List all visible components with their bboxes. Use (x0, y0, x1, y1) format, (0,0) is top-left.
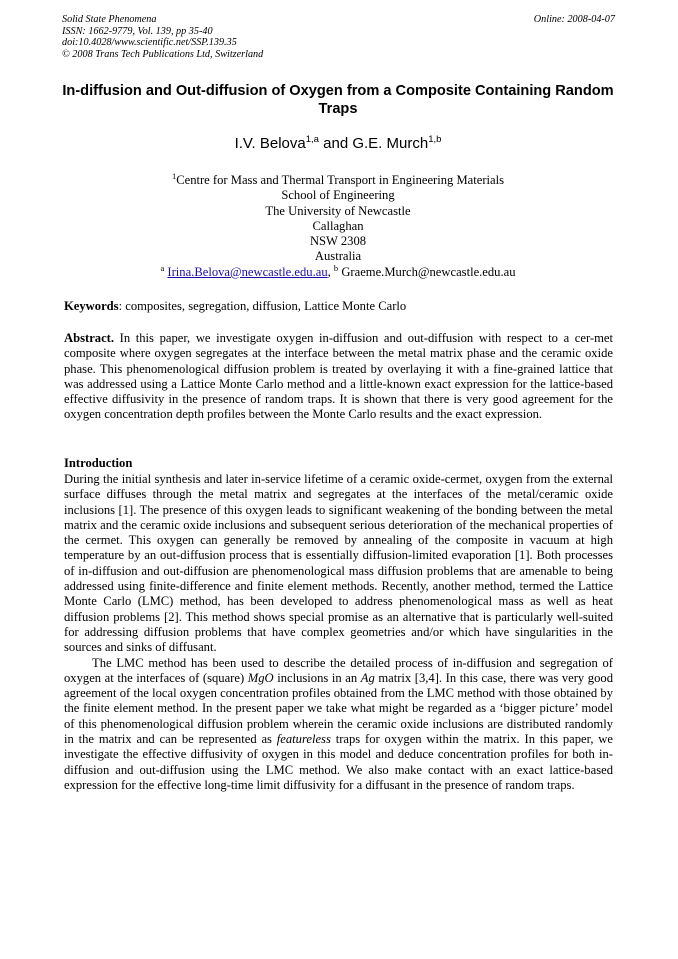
abstract-label: Abstract. (64, 331, 115, 345)
paper-title: In-diffusion and Out-diffusion of Oxygen from a Composite Containing Random Traps (62, 83, 614, 117)
author-line (62, 135, 614, 153)
formula-ag: Ag (360, 670, 375, 685)
abstract (64, 331, 617, 423)
introduction-body (64, 472, 613, 793)
affiliation-postcode: NSW 2308 (309, 234, 367, 249)
email-b-sup: b (333, 262, 339, 273)
keywords-label: Keywords (64, 299, 119, 313)
intro-p2-text: inclusions in an (273, 670, 361, 685)
intro-paragraph-2 (64, 656, 613, 794)
affiliation-sup: 1 (171, 170, 177, 181)
issn-line: ISSN: 1662-9779, Vol. 139, pp 35-40 (62, 25, 213, 37)
email-murch: Graeme.Murch@newcastle.edu.au (341, 264, 516, 279)
affiliation-university: The University of Newcastle (265, 203, 411, 218)
affiliation-line: Centre for Mass and Thermal Transport in Engineering Materials (176, 173, 505, 187)
journal-name: Solid State Phenomena (62, 14, 157, 25)
email-link-belova[interactable]: Irina.Belova@newcastle.edu.au (167, 264, 328, 279)
copyright-line: © 2008 Trans Tech Publications Ltd, Switzerland (62, 48, 264, 60)
intro-p2-text: traps for oxygen within the matrix. In this paper, we investigate the effective diffusivity of oxygen in this model and deduce concentration profiles for both in-diffusion and out-diffusion using the LMC method. We also make contact with an exact lattice-based expression for the effective long-time limit diffusivity for a diffusant in the presence of random traps. (64, 732, 613, 792)
author-murch: G.E. Murch (352, 135, 429, 152)
affiliation-school: School of Engineering (281, 188, 395, 203)
email-separator: , (327, 264, 334, 279)
emphasis-featureless: featureless (276, 732, 331, 747)
online-date: Online: 2008-04-07 (533, 14, 615, 25)
author-conjunction: and (318, 135, 353, 152)
keywords-text: : composites, segregation, diffusion, Lattice Monte Carlo (118, 299, 407, 313)
journal-header (62, 14, 263, 60)
intro-paragraph-1: During the initial synthesis and later in-service lifetime of a ceramic oxide-cermet, oxygen from the external surface diffuses through the metal matrix and segregates at the interfaces of the metal/ceramic oxide inclusions [1]. The presence of this oxygen leads to significant weakening of the bonding between the metal matrix and the ceramic oxide inclusions and subsequent serious deterioration of the mechanical properties of the cermet. This oxygen can generally be removed by annealing of the composite in vacuum at high temperature by an out-diffusion process that is essentially diffusion-limited evaporation [1]. Both processes of in-diffusion and out-diffusion are phenomenological mass diffusion problems that are amenable to being addressed using finite-difference and finite element methods. Recently, another method, termed the Lattice Monte Carlo (LMC) method, has been developed to address phenomenological mass as well as heat diffusion problems [2]. This method shows special promise as an alternative that is particularly well-suited for addressing diffusion problems that have complex geometries and/or which have singularities in the sources and sinks of diffusant. (64, 472, 613, 655)
email-line (62, 262, 614, 280)
author-murch-affil: 1,b (428, 134, 442, 145)
intro-p2-text: matrix [3,4]. In this case, there was very good agreement of the local oxygen concentration profiles obtained from the LMC method with those obtained by the finite element method. In the present paper we take what might be regarded as a ‘bigger picture’ model of this phenomenological diffusion problem wherein the ceramic oxide inclusions are distributed randomly in the matrix and can be represented as (64, 670, 613, 747)
email-a-sup: a (160, 262, 165, 273)
affiliation-city: Callaghan (312, 218, 364, 233)
introduction-heading: Introduction (64, 456, 133, 470)
affiliation-block (62, 170, 614, 280)
doi-line: doi:10.4028/www.scientific.net/SSP.139.35 (62, 37, 237, 49)
keywords (64, 299, 613, 314)
affiliation-country: Australia (314, 249, 362, 264)
formula-mgo: MgO (247, 670, 274, 685)
author-belova: I.V. Belova (234, 135, 306, 152)
author-belova-affil: 1,a (305, 134, 319, 145)
abstract-text: In this paper, we investigate oxygen in-diffusion and out-diffusion with respect to a cer-met composite where oxygen segregates at the interface between the metal matrix phase and the ceramic oxide phase. This phenomenological diffusion problem is treated by overlaying it with a fine-grained lattice that was addressed using a Lattice Monte Carlo method and a little-known exact expression for the lattice-based effective diffusivity in the presence of random traps. It is shown that there is very good agreement for the oxygen concentration depth profiles between the Monte Carlo results and the exact expression. (64, 331, 617, 422)
affiliation-centre (62, 170, 614, 188)
intro-p2-text: The LMC method has been used to describe the detailed process of in-diffusion and segregation of oxygen at the interfaces of (square) (64, 655, 613, 685)
